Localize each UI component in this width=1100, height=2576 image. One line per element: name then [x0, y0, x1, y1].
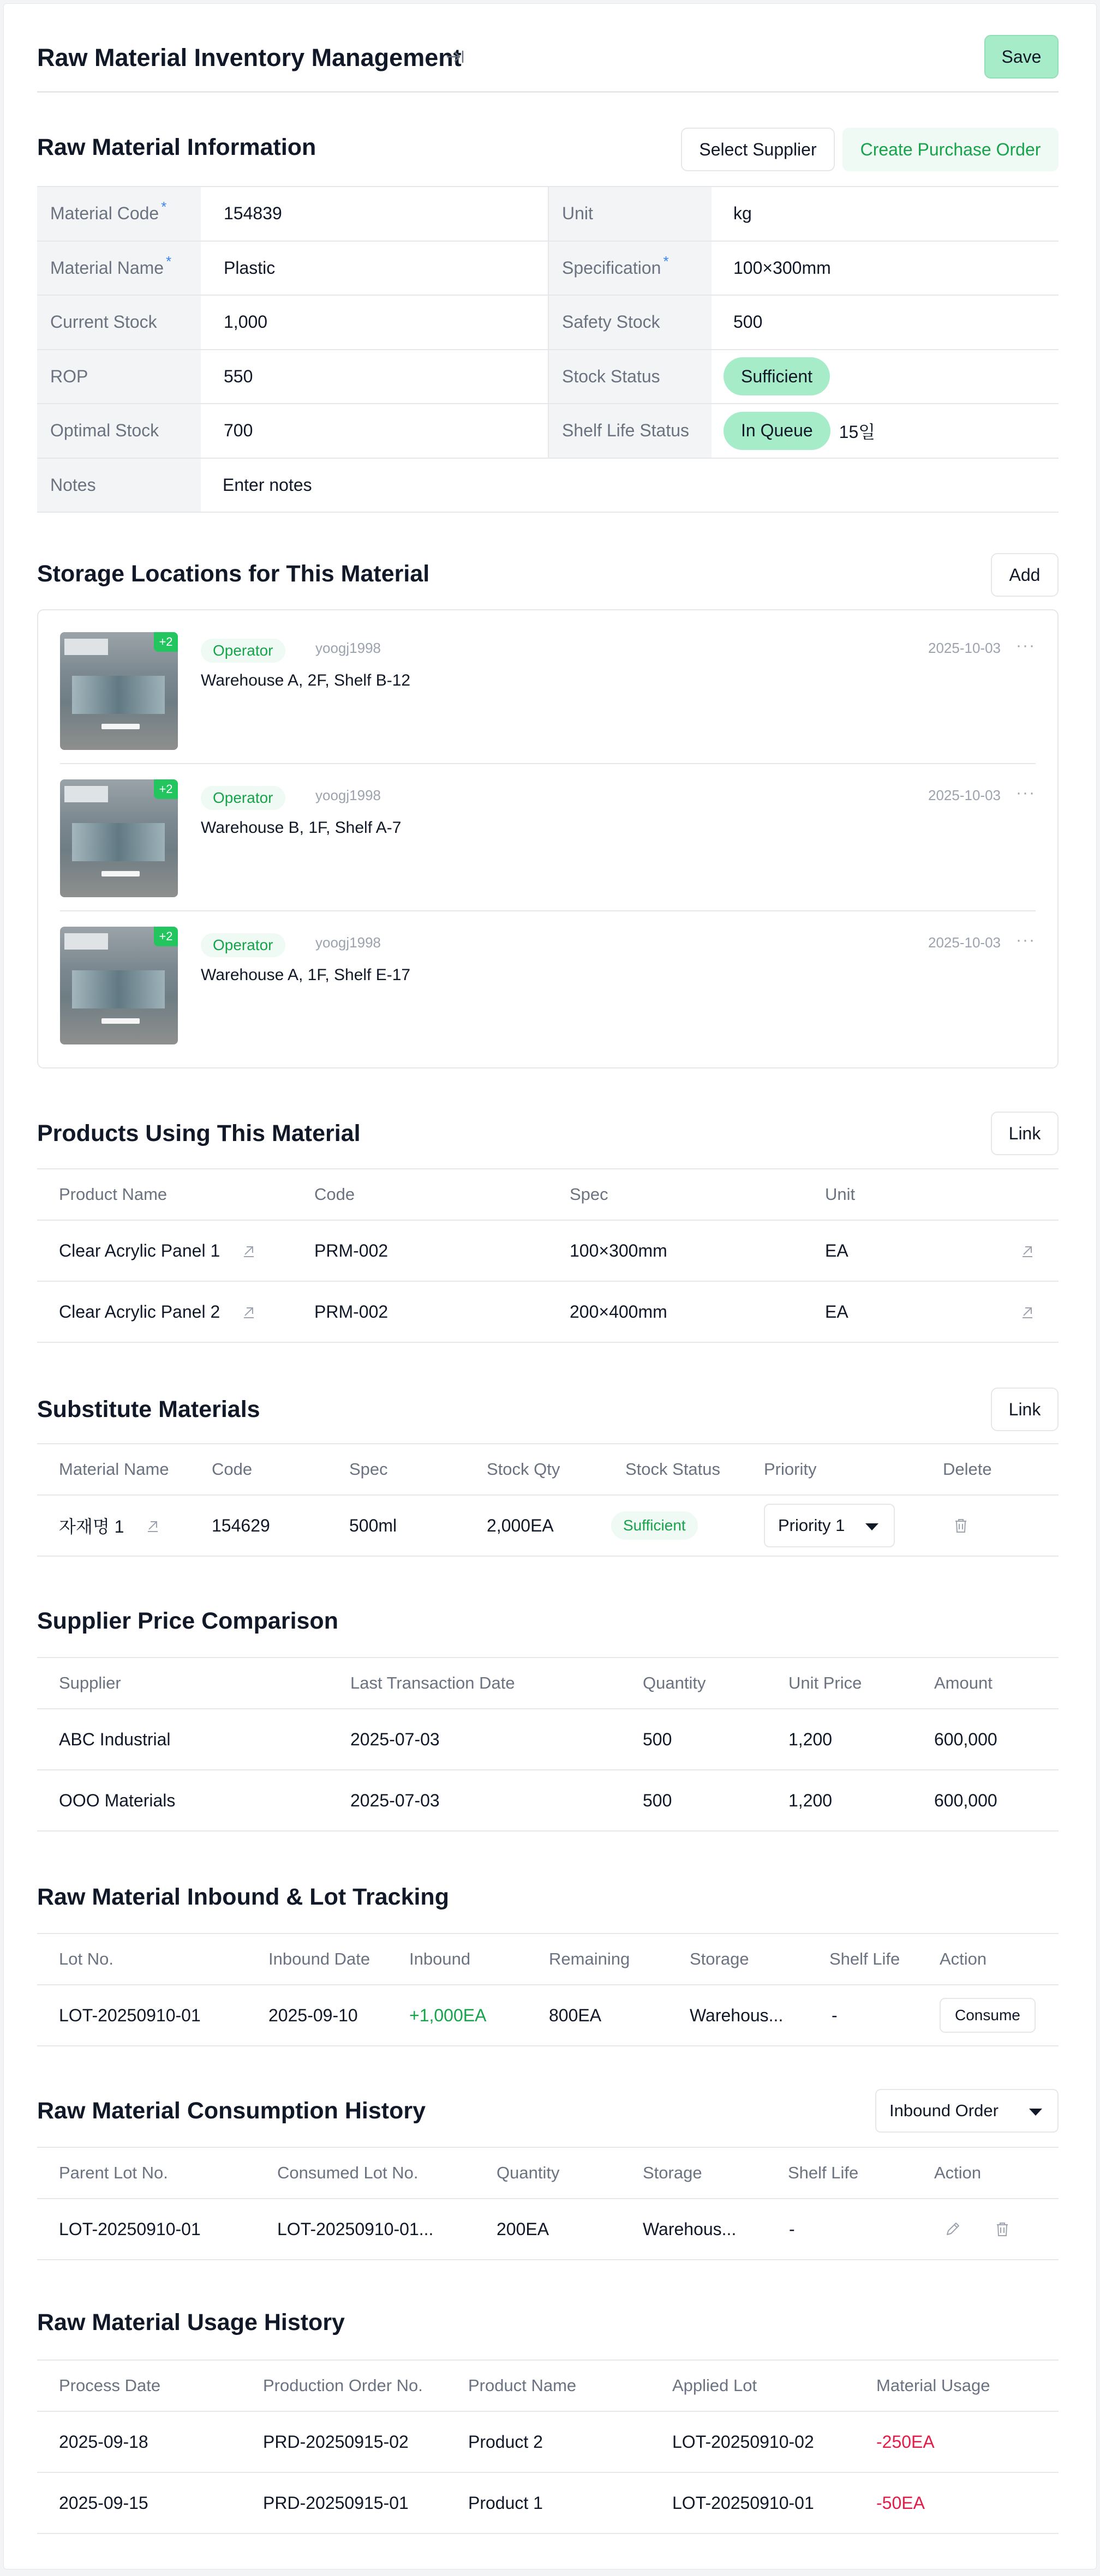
row-link-cell [999, 1282, 1037, 1342]
table-row [37, 2199, 1059, 2260]
info-label: Shelf Life Status [548, 404, 712, 458]
lot-no-cell: LOT-20250910-01 [59, 2005, 201, 2025]
photo-count-badge: +2 [154, 779, 178, 799]
info-row [37, 404, 1059, 459]
column-header: Delete [943, 1460, 992, 1479]
required-mark: * [161, 199, 167, 215]
unit-price-cell: 1,200 [788, 1729, 833, 1749]
section-title: Storage Locations for This Material [37, 561, 430, 587]
amount-cell: 600,000 [934, 1790, 997, 1810]
timestamp: 2025-10-03 [928, 787, 1001, 803]
substitutes-table [37, 1443, 1059, 1557]
add-storage-button[interactable]: Add [991, 553, 1059, 597]
material-info-grid [37, 186, 1059, 513]
column-header: Amount [934, 1673, 993, 1692]
info-row [37, 187, 1059, 242]
table-row [37, 1709, 1059, 1770]
process-date-cell: 2025-09-15 [59, 2493, 148, 2513]
product-name-cell: Product 2 [468, 2431, 543, 2452]
column-header: Lot No. [59, 1949, 113, 1968]
table-row [37, 1282, 1059, 1343]
column-header: Material Usage [876, 2376, 990, 2395]
production-order-cell: PRD-20250915-01 [263, 2493, 409, 2513]
products-header [37, 1109, 1059, 1158]
divider [60, 910, 1036, 911]
user-id: yoogj1998 [315, 934, 381, 951]
material-usage-cell: -250EA [876, 2431, 935, 2452]
column-header: Product Name [468, 2376, 577, 2395]
column-header: Priority [764, 1460, 817, 1479]
consumed-lot-cell: LOT-20250910-01... [277, 2219, 434, 2239]
rop-field[interactable]: 550 [224, 366, 253, 386]
user-id: yoogj1998 [315, 787, 381, 803]
more-options-icon[interactable]: ··· [1016, 784, 1036, 802]
link-substitute-button[interactable]: Link [991, 1388, 1059, 1431]
column-header: Shelf Life [829, 1949, 900, 1968]
photo-count-badge: +2 [154, 632, 178, 652]
unit-field[interactable]: kg [733, 203, 752, 224]
row-link-cell [999, 1221, 1037, 1281]
column-header: Code [314, 1185, 355, 1204]
stock-status-cell [712, 350, 1059, 404]
product-name-cell: Clear Acrylic Panel 1 [59, 1221, 258, 1281]
trash-icon[interactable] [952, 1516, 970, 1535]
column-header: Unit Price [788, 1673, 862, 1692]
shelf-life-status-badge: In Queue [724, 412, 830, 450]
optimal-stock-field[interactable]: 700 [224, 421, 253, 441]
table-header [37, 1444, 1059, 1496]
timestamp: 2025-10-03 [928, 934, 1001, 951]
collapse-panel-icon[interactable] [444, 46, 466, 68]
trash-icon[interactable] [993, 2220, 1012, 2238]
role-badge: Operator [201, 786, 285, 810]
date-cell: 2025-07-03 [350, 1729, 440, 1749]
column-header: Code [212, 1460, 253, 1479]
column-header: Spec [570, 1185, 608, 1204]
open-link-icon[interactable] [1018, 1302, 1037, 1321]
quantity-cell: 500 [643, 1729, 672, 1749]
column-header: Action [940, 1949, 987, 1968]
column-header: Remaining [549, 1949, 630, 1968]
info-row [37, 242, 1059, 296]
column-header: Supplier [59, 1673, 121, 1692]
quantity-cell: 200EA [497, 2219, 549, 2239]
inbound-table [37, 1933, 1059, 2046]
info-row [37, 459, 1059, 513]
date-cell: 2025-07-03 [350, 1790, 440, 1810]
save-button[interactable]: Save [984, 35, 1059, 79]
unit-price-cell: 1,200 [788, 1790, 833, 1810]
priority-cell [764, 1496, 895, 1556]
open-link-icon[interactable] [240, 1241, 258, 1260]
amount-cell: 600,000 [934, 1729, 997, 1749]
stock-status-badge: Sufficient [611, 1511, 698, 1540]
chevron-down-icon [865, 1523, 878, 1530]
column-header: Storage [690, 1949, 749, 1968]
table-row [37, 2412, 1059, 2473]
table-row [37, 1221, 1059, 1282]
info-label: Material Code * [37, 187, 201, 241]
column-header: Unit [825, 1185, 856, 1204]
suppliers-table [37, 1657, 1059, 1832]
production-order-cell: PRD-20250915-02 [263, 2431, 409, 2452]
role-badge: Operator [201, 639, 285, 663]
storage-location-text: Warehouse A, 2F, Shelf B-12 [201, 671, 411, 689]
inbound-header [37, 1882, 1059, 1920]
column-header: Storage [643, 2163, 702, 2182]
info-label: Notes [37, 459, 201, 512]
specification-field[interactable]: 100×300mm [733, 257, 831, 278]
applied-lot-cell: LOT-20250910-01 [672, 2493, 814, 2513]
unit-cell: EA [825, 1240, 848, 1260]
edit-icon[interactable] [943, 2219, 962, 2239]
info-label: Material Name * [37, 242, 201, 295]
inbound-date-cell: 2025-09-10 [268, 2005, 358, 2025]
storage-location-text: Warehouse A, 1F, Shelf E-17 [201, 966, 411, 984]
link-product-button[interactable]: Link [991, 1112, 1059, 1155]
storage-list [37, 609, 1059, 1068]
column-header: Shelf Life [788, 2163, 859, 2182]
column-header: Parent Lot No. [59, 2163, 168, 2182]
table-row [37, 1985, 1059, 2046]
info-label: Optimal Stock [37, 404, 201, 458]
info-row [37, 296, 1059, 350]
role-badge: Operator [201, 933, 285, 957]
section-title: Supplier Price Comparison [37, 1608, 338, 1634]
storage-photo[interactable] [60, 927, 178, 1044]
storage-photo[interactable] [60, 779, 178, 897]
code-cell: PRM-002 [314, 1240, 388, 1260]
suppliers-header [37, 1606, 1059, 1644]
column-header: Last Transaction Date [350, 1673, 515, 1692]
section-title: Raw Material Inbound & Lot Tracking [37, 1884, 449, 1910]
material-name-field[interactable]: Plastic [224, 257, 276, 278]
required-mark: * [166, 253, 172, 269]
product-name-cell: Clear Acrylic Panel 2 [59, 1282, 258, 1342]
spec-cell: 200×400mm [570, 1301, 667, 1322]
section-title: Raw Material Usage History [37, 2309, 345, 2335]
delete-cell [952, 1496, 970, 1556]
column-header: Material Name [59, 1460, 169, 1479]
material-name-cell: 자재명 1 [59, 1496, 162, 1556]
applied-lot-cell: LOT-20250910-02 [672, 2431, 814, 2452]
open-link-icon[interactable] [1018, 1241, 1037, 1260]
table-header [37, 2148, 1059, 2199]
column-header: Stock Qty [487, 1460, 560, 1479]
current-stock-field[interactable]: 1,000 [224, 312, 268, 332]
action-cell [943, 2199, 1012, 2259]
notes-input[interactable]: Enter notes [223, 475, 312, 495]
chevron-down-icon [1029, 2109, 1042, 2116]
consumption-header [37, 2088, 1059, 2137]
column-header: Process Date [59, 2376, 161, 2395]
storage-photo[interactable] [60, 632, 178, 750]
page-title: Raw Material Inventory Management [37, 44, 462, 71]
storage-item[interactable] [60, 779, 1036, 927]
spec-cell: 100×300mm [570, 1240, 667, 1260]
column-header: Product Name [59, 1185, 168, 1204]
more-options-icon[interactable]: ··· [1016, 931, 1036, 949]
timestamp: 2025-10-03 [928, 640, 1001, 656]
table-header [37, 1658, 1059, 1709]
supplier-cell: OOO Materials [59, 1790, 176, 1810]
column-header: Applied Lot [672, 2376, 757, 2395]
remaining-cell: 800EA [549, 2005, 602, 2025]
material-code-field[interactable]: 154839 [224, 203, 282, 224]
section-title: Raw Material Consumption History [37, 2098, 426, 2124]
process-date-cell: 2025-09-18 [59, 2431, 148, 2452]
section-title: Raw Material Information [37, 134, 316, 160]
info-label: Current Stock [37, 296, 201, 349]
info-label: Unit [548, 187, 712, 241]
table-header [37, 1934, 1059, 1985]
page-header [37, 33, 1059, 93]
required-mark: * [663, 253, 669, 269]
section-title: Products Using This Material [37, 1120, 361, 1146]
order-filter-select[interactable]: Inbound Order [875, 2089, 1059, 2133]
table-row [37, 2473, 1059, 2534]
products-table [37, 1168, 1059, 1343]
priority-select[interactable]: Priority 1 [764, 1504, 895, 1547]
code-cell: 154629 [212, 1515, 270, 1535]
usage-table [37, 2359, 1059, 2534]
column-header: Spec [349, 1460, 388, 1479]
stock-status-badge: Sufficient [724, 357, 830, 395]
unit-cell: EA [825, 1301, 848, 1322]
column-header: Action [934, 2163, 982, 2182]
user-id: yoogj1998 [315, 640, 381, 656]
info-row [37, 350, 1059, 405]
inbound-qty-cell: +1,000EA [409, 2005, 487, 2025]
create-purchase-order-button[interactable]: Create Purchase Order [842, 128, 1059, 171]
storage-location-text: Warehouse B, 1F, Shelf A-7 [201, 819, 402, 837]
material-info-header [37, 127, 1059, 176]
parent-lot-cell: LOT-20250910-01 [59, 2219, 201, 2239]
shelf-life-status-cell [712, 404, 1059, 458]
consume-button[interactable]: Consume [940, 1998, 1036, 2033]
shelf-life-cell: - [832, 2005, 838, 2025]
column-header: Inbound [409, 1949, 471, 1968]
column-header: Inbound Date [268, 1949, 370, 1968]
action-cell [940, 1985, 1036, 2045]
quantity-cell: 500 [643, 1790, 672, 1810]
column-header: Stock Status [625, 1460, 721, 1479]
storage-header [37, 551, 1059, 600]
column-header: Consumed Lot No. [277, 2163, 419, 2182]
shelf-life-days: 15일 [839, 422, 876, 442]
info-label: Stock Status [548, 350, 712, 404]
table-row [37, 1496, 1059, 1557]
stock-status-cell [611, 1496, 698, 1556]
photo-count-badge: +2 [154, 927, 178, 946]
section-title: Substitute Materials [37, 1396, 260, 1422]
info-label: Safety Stock [548, 296, 712, 349]
code-cell: PRM-002 [314, 1301, 388, 1322]
open-link-icon[interactable] [240, 1302, 258, 1321]
product-name-cell: Product 1 [468, 2493, 543, 2513]
divider [60, 763, 1036, 764]
storage-item[interactable] [60, 927, 1036, 1074]
table-row [37, 1770, 1059, 1832]
consumption-table [37, 2147, 1059, 2260]
material-usage-cell: -50EA [876, 2493, 925, 2513]
column-header: Production Order No. [263, 2376, 423, 2395]
table-header [37, 1169, 1059, 1221]
stock-qty-cell: 2,000EA [487, 1515, 554, 1535]
info-label: Specification * [548, 242, 712, 295]
open-link-icon[interactable] [144, 1516, 162, 1535]
substitutes-header [37, 1385, 1059, 1434]
storage-cell: Warehous... [690, 2005, 784, 2025]
more-options-icon[interactable]: ··· [1016, 637, 1036, 654]
usage-header [37, 2307, 1059, 2345]
storage-item[interactable] [60, 632, 1036, 779]
table-header [37, 2361, 1059, 2412]
spec-cell: 500ml [349, 1515, 397, 1535]
select-supplier-button[interactable]: Select Supplier [681, 128, 835, 171]
storage-cell: Warehous... [643, 2219, 737, 2239]
info-label: ROP [37, 350, 201, 404]
safety-stock-field[interactable]: 500 [733, 312, 763, 332]
column-header: Quantity [497, 2163, 560, 2182]
shelf-life-cell: - [789, 2219, 795, 2239]
supplier-cell: ABC Industrial [59, 1729, 171, 1749]
column-header: Quantity [643, 1673, 706, 1692]
